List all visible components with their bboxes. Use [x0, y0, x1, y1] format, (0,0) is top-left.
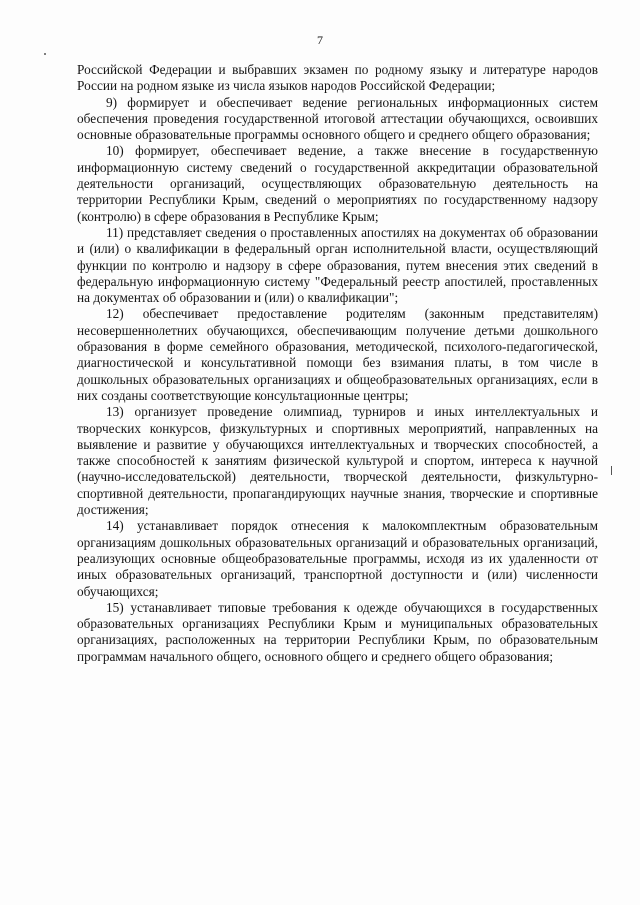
document-body [77, 62, 598, 665]
paragraph-item-9: 9) формирует и обеспечивает ведение региональных информационных систем обеспечения проведения государственной итоговой аттестации обучающихся, освоивших основные образовательные программы основного общего и среднего общего образования; [77, 94, 598, 143]
paragraph-item-14: 14) устанавливает порядок отнесения к малокомплектным образовательным организациям дошкольных образовательных организаций и образовательных организаций, реализующих основные общеобразовательные программы, исходя из их удаленности от иных образовательных организаций, транспортной доступности и (или) численности обучающихся; [77, 518, 598, 599]
paragraph-item-10: 10) формирует, обеспечивает ведение, а также внесение в государственную информационную систему сведений о государственной аккредитации образовательной деятельности организаций, осуществляющих образовательную деятельность на территории Республики Крым, сведений о мероприятиях по государственному надзору (контролю) в сфере образования в Республике Крым; [77, 143, 598, 224]
paragraph-item-11: 11) представляет сведения о проставленных апостилях на документах об образовании и (или) о квалификации в федеральный орган исполнительной власти, осуществляющий функции по контролю и надзору в сфере образования, путем внесения этих сведений в федеральную информационную систему "Федеральный реестр апостилей, проставленных на документах об образовании и (или) о квалификации"; [77, 224, 598, 306]
paragraph-item-15: 15) устанавливает типовые требования к одежде обучающихся в государственных образовательных организациях Республики Крым и муниципальных образовательных организациях, расположенных на территории Республики Крым, по образовательным программам начального общего, основного общего и среднего общего образования; [77, 599, 598, 664]
scan-speck [611, 466, 612, 475]
paragraph-continuation: Российской Федерации и выбравших экзамен по родному языку и литературе народов России на родном языке из числа языков народов Российской Федерации; [77, 62, 598, 94]
paragraph-item-13: 13) организует проведение олимпиад, турниров и иных интеллектуальных и творческих конкурсов, физкультурных и спортивных мероприятий, направленных на выявление и развитие у обучающихся интеллектуальных и творческих способностей, а также способностей к занятиям физической культурой и спортом, интереса к научной (научно-исследовательской) деятельности, творческой деятельности, физкультурно-спортивной деятельности, пропагандирующих научные знания, творческие и спортивные достижения; [77, 404, 598, 518]
scan-speck [44, 53, 46, 55]
page-number: 7 [317, 33, 323, 47]
paragraph-item-12: 12) обеспечивает предоставление родителям (законным представителям) несовершеннолетних обучающихся, обеспечивающим получение детьми дошкольного образования в форме семейного образования, методической, психолого-педагогической, диагностической и консультативной помощи без взимания платы, в том числе в дошкольных образовательных организациях и общеобразовательных организациях, если в них созданы соответствующие консультационные центры; [77, 306, 598, 403]
